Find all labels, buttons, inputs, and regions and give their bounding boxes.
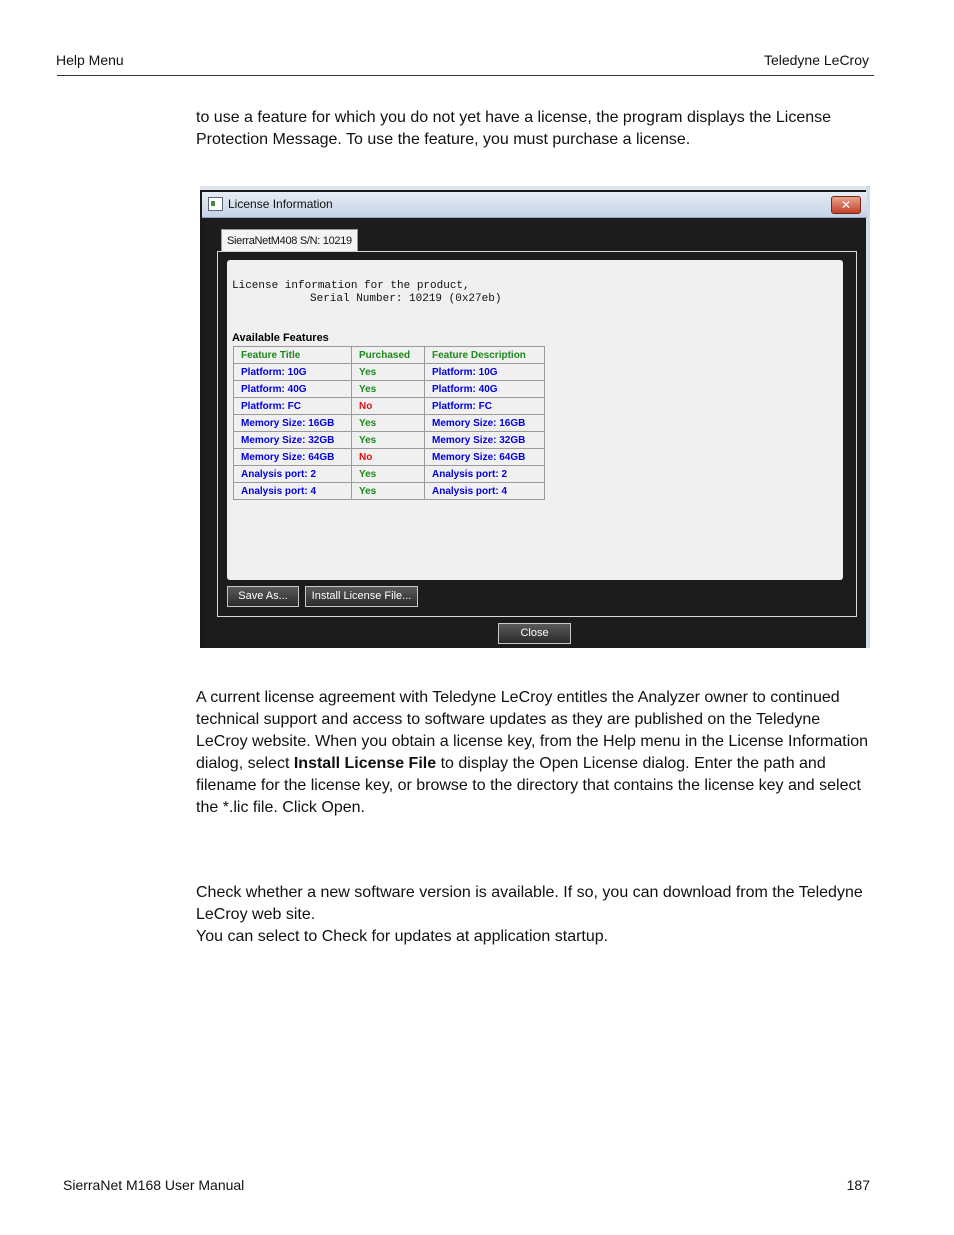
updates-line-2: You can select to Check for updates at application startup. bbox=[196, 928, 609, 945]
feature-description-cell: Memory Size: 16GB bbox=[425, 415, 545, 432]
features-table bbox=[233, 346, 545, 500]
column-header: Feature Description bbox=[425, 347, 545, 364]
install-license-file-emphasis: Install License File bbox=[293, 755, 437, 772]
feature-title-cell: Platform: 10G bbox=[234, 364, 352, 381]
column-header: Feature Title bbox=[234, 347, 352, 364]
feature-description-cell: Analysis port: 2 bbox=[425, 466, 545, 483]
purchased-cell: Yes bbox=[352, 381, 425, 398]
para-text: to display the Open License dialog. Enter the path and filename for the license key, or browse to the directory that contains the license key and select the *.lic file. Click Open. bbox=[196, 755, 861, 816]
close-icon[interactable]: ✕ bbox=[831, 196, 861, 214]
feature-description-cell: Memory Size: 64GB bbox=[425, 449, 545, 466]
dialog-title: License Information bbox=[228, 197, 333, 211]
table-row bbox=[234, 466, 545, 483]
table-row bbox=[234, 432, 545, 449]
right-band bbox=[866, 186, 870, 648]
license-agreement-paragraph bbox=[196, 687, 876, 819]
license-info-panel bbox=[227, 260, 843, 580]
purchased-cell: No bbox=[352, 398, 425, 415]
license-line-1: License information for the product, bbox=[232, 280, 470, 292]
header-company: Teledyne LeCroy bbox=[763, 52, 869, 68]
save-as-button[interactable]: Save As... bbox=[227, 586, 299, 607]
top-strip bbox=[200, 186, 870, 190]
install-license-file-button[interactable]: Install License File... bbox=[305, 586, 418, 607]
feature-title-cell: Memory Size: 16GB bbox=[234, 415, 352, 432]
header-section-title: Help Menu bbox=[56, 52, 124, 68]
app-icon bbox=[208, 197, 223, 211]
purchased-cell: Yes bbox=[352, 432, 425, 449]
table-row bbox=[234, 483, 545, 500]
feature-title-cell: Analysis port: 4 bbox=[234, 483, 352, 500]
available-features-heading: Available Features bbox=[232, 332, 329, 344]
purchased-cell: No bbox=[352, 449, 425, 466]
updates-paragraph bbox=[196, 882, 876, 948]
dialog-body bbox=[204, 218, 864, 648]
table-header-row bbox=[234, 347, 545, 364]
page-number: 187 bbox=[846, 1177, 870, 1193]
purchased-cell: Yes bbox=[352, 483, 425, 500]
feature-description-cell: Analysis port: 4 bbox=[425, 483, 545, 500]
para-text: A current license agreement with Teledyne LeCroy entitles the Analyzer owner to continued technical support and access to software updates as they are published on the Teledyne LeCroy website. When you obtain a license key, from the Help menu in the License Information dialog, select bbox=[196, 689, 869, 772]
updates-line-1: Check whether a new software version is available. If so, you can download from the Teledyne LeCroy web site. bbox=[196, 884, 863, 923]
header-rule bbox=[57, 75, 874, 76]
purchased-cell: Yes bbox=[352, 364, 425, 381]
table-row bbox=[234, 381, 545, 398]
feature-description-cell: Platform: FC bbox=[425, 398, 545, 415]
feature-title-cell: Analysis port: 2 bbox=[234, 466, 352, 483]
license-line-2: Serial Number: 10219 (0x27eb) bbox=[310, 293, 502, 305]
dialog-titlebar[interactable] bbox=[202, 192, 867, 218]
feature-title-cell: Memory Size: 64GB bbox=[234, 449, 352, 466]
purchased-cell: Yes bbox=[352, 466, 425, 483]
close-button[interactable]: Close bbox=[498, 623, 571, 644]
intro-paragraph: to use a feature for which you do not yet have a license, the program displays the License Protection Message. To use the feature, you must purchase a license. bbox=[196, 109, 832, 148]
feature-description-cell: Platform: 10G bbox=[425, 364, 545, 381]
feature-description-cell: Platform: 40G bbox=[425, 381, 545, 398]
feature-title-cell: Memory Size: 32GB bbox=[234, 432, 352, 449]
feature-title-cell: Platform: FC bbox=[234, 398, 352, 415]
column-header: Purchased bbox=[352, 347, 425, 364]
purchased-cell: Yes bbox=[352, 415, 425, 432]
table-row bbox=[234, 364, 545, 381]
table-row bbox=[234, 398, 545, 415]
license-dialog-screenshot bbox=[200, 186, 870, 648]
tab-device[interactable]: SierraNetM408 S/N: 10219 bbox=[221, 229, 358, 252]
table-row bbox=[234, 415, 545, 432]
feature-title-cell: Platform: 40G bbox=[234, 381, 352, 398]
footer-manual-title: SierraNet M168 User Manual bbox=[63, 1177, 245, 1193]
table-row bbox=[234, 449, 545, 466]
feature-description-cell: Memory Size: 32GB bbox=[425, 432, 545, 449]
